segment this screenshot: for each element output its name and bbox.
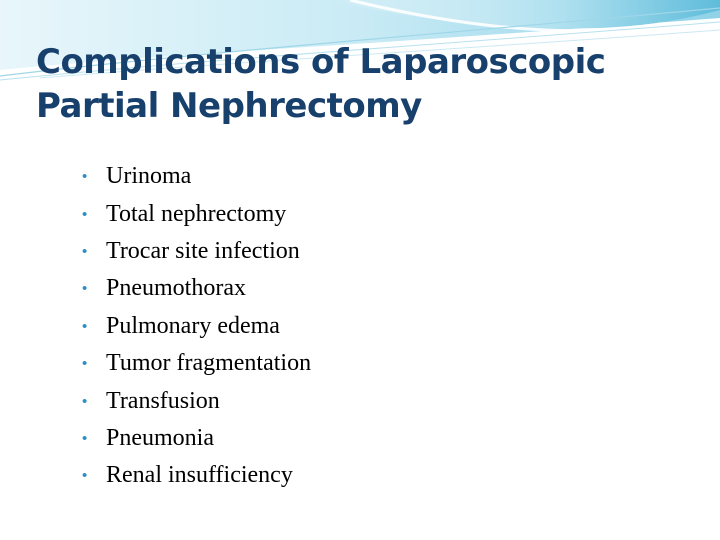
list-item bbox=[82, 158, 311, 195]
bullet-icon: • bbox=[82, 205, 88, 223]
list-item bbox=[82, 345, 311, 382]
list-item bbox=[82, 195, 311, 232]
list-item bbox=[82, 233, 311, 270]
bullet-icon: • bbox=[82, 429, 88, 447]
list-item-text: Pneumonia bbox=[106, 424, 214, 451]
slide-title-line-1: Complications of Laparoscopic bbox=[36, 42, 606, 82]
list-item bbox=[82, 382, 311, 419]
list-item-text: Pneumothorax bbox=[106, 275, 246, 302]
bullet-icon: • bbox=[82, 317, 88, 335]
bullet-icon: • bbox=[82, 467, 88, 485]
slide-title-line-2: Partial Nephrectomy bbox=[36, 86, 422, 126]
list-item-text: Total nephrectomy bbox=[106, 200, 287, 227]
list-item-text: Pulmonary edema bbox=[106, 312, 280, 339]
bullet-icon: • bbox=[82, 242, 88, 260]
list-item-text: Transfusion bbox=[106, 387, 220, 414]
list-item-text: Urinoma bbox=[106, 163, 192, 190]
list-item bbox=[82, 308, 311, 345]
bullet-icon: • bbox=[82, 168, 88, 186]
complications-list bbox=[82, 158, 311, 495]
bullet-icon: • bbox=[82, 280, 88, 298]
list-item-text: Trocar site infection bbox=[106, 237, 300, 264]
list-item-text: Renal insufficiency bbox=[106, 462, 293, 489]
list-item bbox=[82, 270, 311, 307]
bullet-icon: • bbox=[82, 392, 88, 410]
slide-title bbox=[36, 40, 696, 128]
list-item bbox=[82, 420, 311, 457]
bullet-icon: • bbox=[82, 355, 88, 373]
list-item bbox=[82, 457, 311, 494]
list-item-text: Tumor fragmentation bbox=[106, 350, 312, 377]
